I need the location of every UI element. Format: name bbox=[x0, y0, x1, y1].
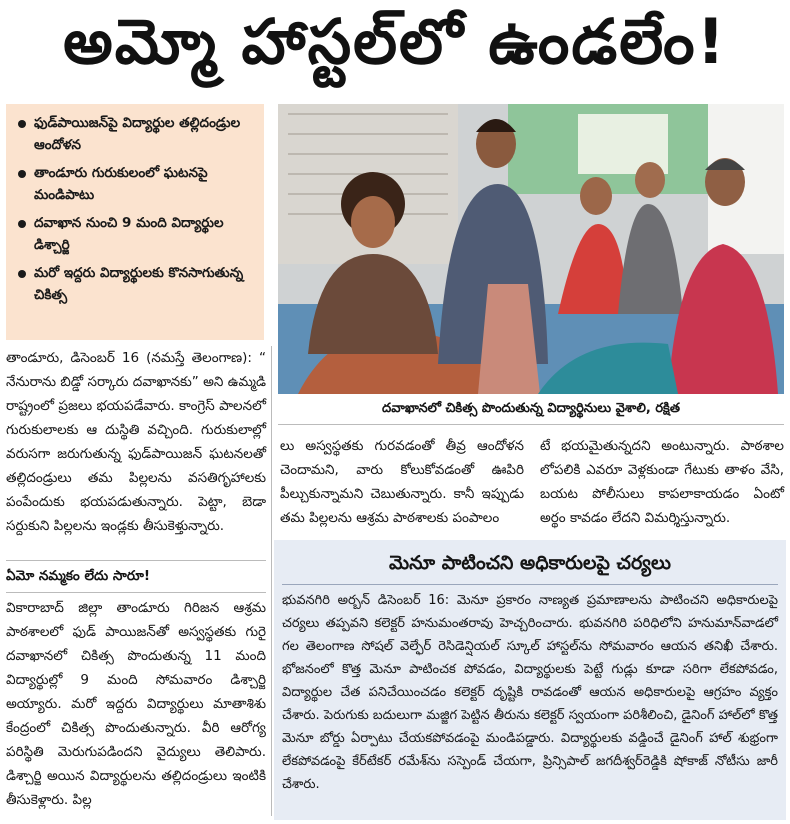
section-divider bbox=[6, 592, 266, 593]
highlights-box bbox=[6, 104, 264, 340]
section-divider bbox=[6, 560, 266, 561]
highlight-text: తాండూరు గురుకులంలో ఘటనపై మండిపాటు bbox=[34, 165, 208, 203]
highlight-item bbox=[16, 162, 256, 206]
highlight-item bbox=[16, 212, 256, 256]
subheading: ఏమో నమ్మకం లేదు సారూ! bbox=[6, 568, 151, 584]
news-photo bbox=[278, 104, 784, 394]
article-column-3 bbox=[540, 434, 784, 530]
related-story-box bbox=[274, 540, 786, 820]
article-column-2 bbox=[280, 434, 524, 530]
bullet-icon bbox=[18, 270, 26, 278]
highlight-item bbox=[16, 262, 256, 306]
related-story-title: మెనూ పాటించని అధికారులపై చర్యలు bbox=[282, 546, 778, 585]
highlight-text: దవాఖాన నుంచి 9 మంది విద్యార్థుల డిశ్చార్జి bbox=[34, 215, 224, 253]
article-paragraph: టే భయమైతున్నదని అంటున్నారు. పాఠశాల లోపలికి ఎవరూ వెళ్లకుండా గేటుకు తాళం వేసి, బయట పోలీసులు కాపలాకాయడం ఏంటో అర్థం కావడం లేదని విమర్శిస్తున్నారు. bbox=[540, 438, 784, 526]
headline: అమ్మో హాస్టల్‌లో ఉండలేం! bbox=[63, 5, 727, 78]
highlight-item bbox=[16, 112, 256, 156]
highlight-text: ఫుడ్‌పాయిజన్‌పై విద్యార్థుల తల్లిదండ్రుల ఆందోళన bbox=[34, 115, 241, 153]
caption-divider bbox=[278, 424, 784, 425]
photo-caption: దవాఖానలో చికిత్స పొందుతున్న విద్యార్థినులు వైశాలి, రక్షిత bbox=[382, 401, 680, 416]
bullet-icon bbox=[18, 220, 26, 228]
related-story-body: భువనగిరి అర్బన్‌ డిసెంబర్‌ 16: మెనూ ప్రకారం నాణ్యత ప్రమాణాలను పాటించని అధికారులపై చర్యలు తప్పవని కలెక్టర్‌ హనుమంతరావు హెచ్చరించారు. భువనగిరి పరిధిలోని హనుమాన్‌వాడలో గల తెలంగాణ సోషల్‌ వెల్ఫేర్‌ రెసిడెన్షియల్‌ స్కూల్‌ హాస్టల్‌ను సోమవారం ఆయన తనిఖీ చేశారు. భోజనంలో కొత్త మెనూ పాటించక పోవడం, విద్యార్థులకు పెట్టే గుడ్లు కూడా సరిగా లేకపోవడం, విద్యార్థుల చేత పనిచేయించడం కలెక్టర్‌ దృష్టికి రావడంతో ఆయన అధికారులపై ఆగ్రహం వ్యక్తం చేశారు. పెరుగుకు బదులుగా మజ్జిగ పెట్టిన తీరును కలెక్టర్‌ స్వయంగా పరిశీలించి, డైనింగ్‌ హాల్‌లో కొత్త మెనూ బోర్డు ఏర్పాటు చేయకపోవడంపై మండిపడ్డారు. విద్యార్థులకు వడ్డించే డైనింగ్‌ హాల్‌ శుభ్రంగా లేకపోవడంపై కేర్‌టేకర్‌ రమేశ్‌ను సస్పెండ్‌ చేయగా, ప్రిన్సిపాల్‌ జగదీశ్వర్‌రెడ్డికి షోకాజ్‌ నోటీసు జారీ చేశారు. bbox=[282, 593, 778, 792]
article-column-1 bbox=[6, 346, 266, 538]
article-paragraph: లు అస్వస్థతకు గురవడంతో తీవ్ర ఆందోళన చెందామని, వారు కోలుకోవడంతో ఊపిరి పీల్చుకున్నామని చెబుతున్నారు. కానీ ఇప్పుడు తమ పిల్లలను ఆశ్రమ పాఠశాలకు పంపాలం bbox=[280, 438, 524, 526]
bullet-icon bbox=[18, 120, 26, 128]
highlight-text: మరో ఇద్దరు విద్యార్థులకు కొనసాగుతున్న చికిత్స bbox=[34, 265, 244, 303]
photo-illustration bbox=[278, 104, 784, 394]
article-paragraph: తాండూరు, డిసెంబర్‌ 16 (నమస్తే తెలంగాణ): “ నేనురాను బిడ్డో సర్కారు దవాఖానకు” అని ఉమ్మడి రాష్ట్రంలో ప్రజలు భయపడేవారు. కాంగ్రెస్‌ పాలనలో గురుకులాలకు ఆ దుస్థితి వచ్చింది. గురుకులాల్లో వరుసగా జరుగుతున్న ఫుడ్‌పాయిజన్‌ ఘటనలతో తల్లిదండ్రులు తమ పిల్లలను వసతిగృహాలకు పంపేందుకు భయపడుతున్నారు. పెట్టా, బెడా సర్దుకుని పిల్లలను ఇండ్లకు తీసుకెళ్తున్నారు. bbox=[6, 350, 266, 534]
column-divider bbox=[271, 346, 272, 816]
article-column-1b bbox=[6, 596, 266, 812]
bullet-icon bbox=[18, 170, 26, 178]
article-paragraph: వికారాబాద్‌ జిల్లా తాండూరు గిరిజన ఆశ్రమ పాఠశాలలో ఫుడ్‌ పాయిజన్‌తో అస్వస్థతకు గురై దవాఖానలో చికిత్స పొందుతున్న 11 మంది విద్యార్థుల్లో 9 మంది సోమవారం డిశ్చార్జి అయ్యారు. మరో ఇద్దరు విద్యార్థులు మాతాశిశు కేంద్రంలో చికిత్స పొందుతున్నారు. వీరి ఆరోగ్య పరిస్థితి మెరుగుపడిందని వైద్యులు తెలిపారు. డిశ్చార్జి అయిన విద్యార్థులను తల్లిదండ్రులు ఇంటికి తీసుకెళ్లారు. పిల్ల bbox=[6, 600, 266, 808]
